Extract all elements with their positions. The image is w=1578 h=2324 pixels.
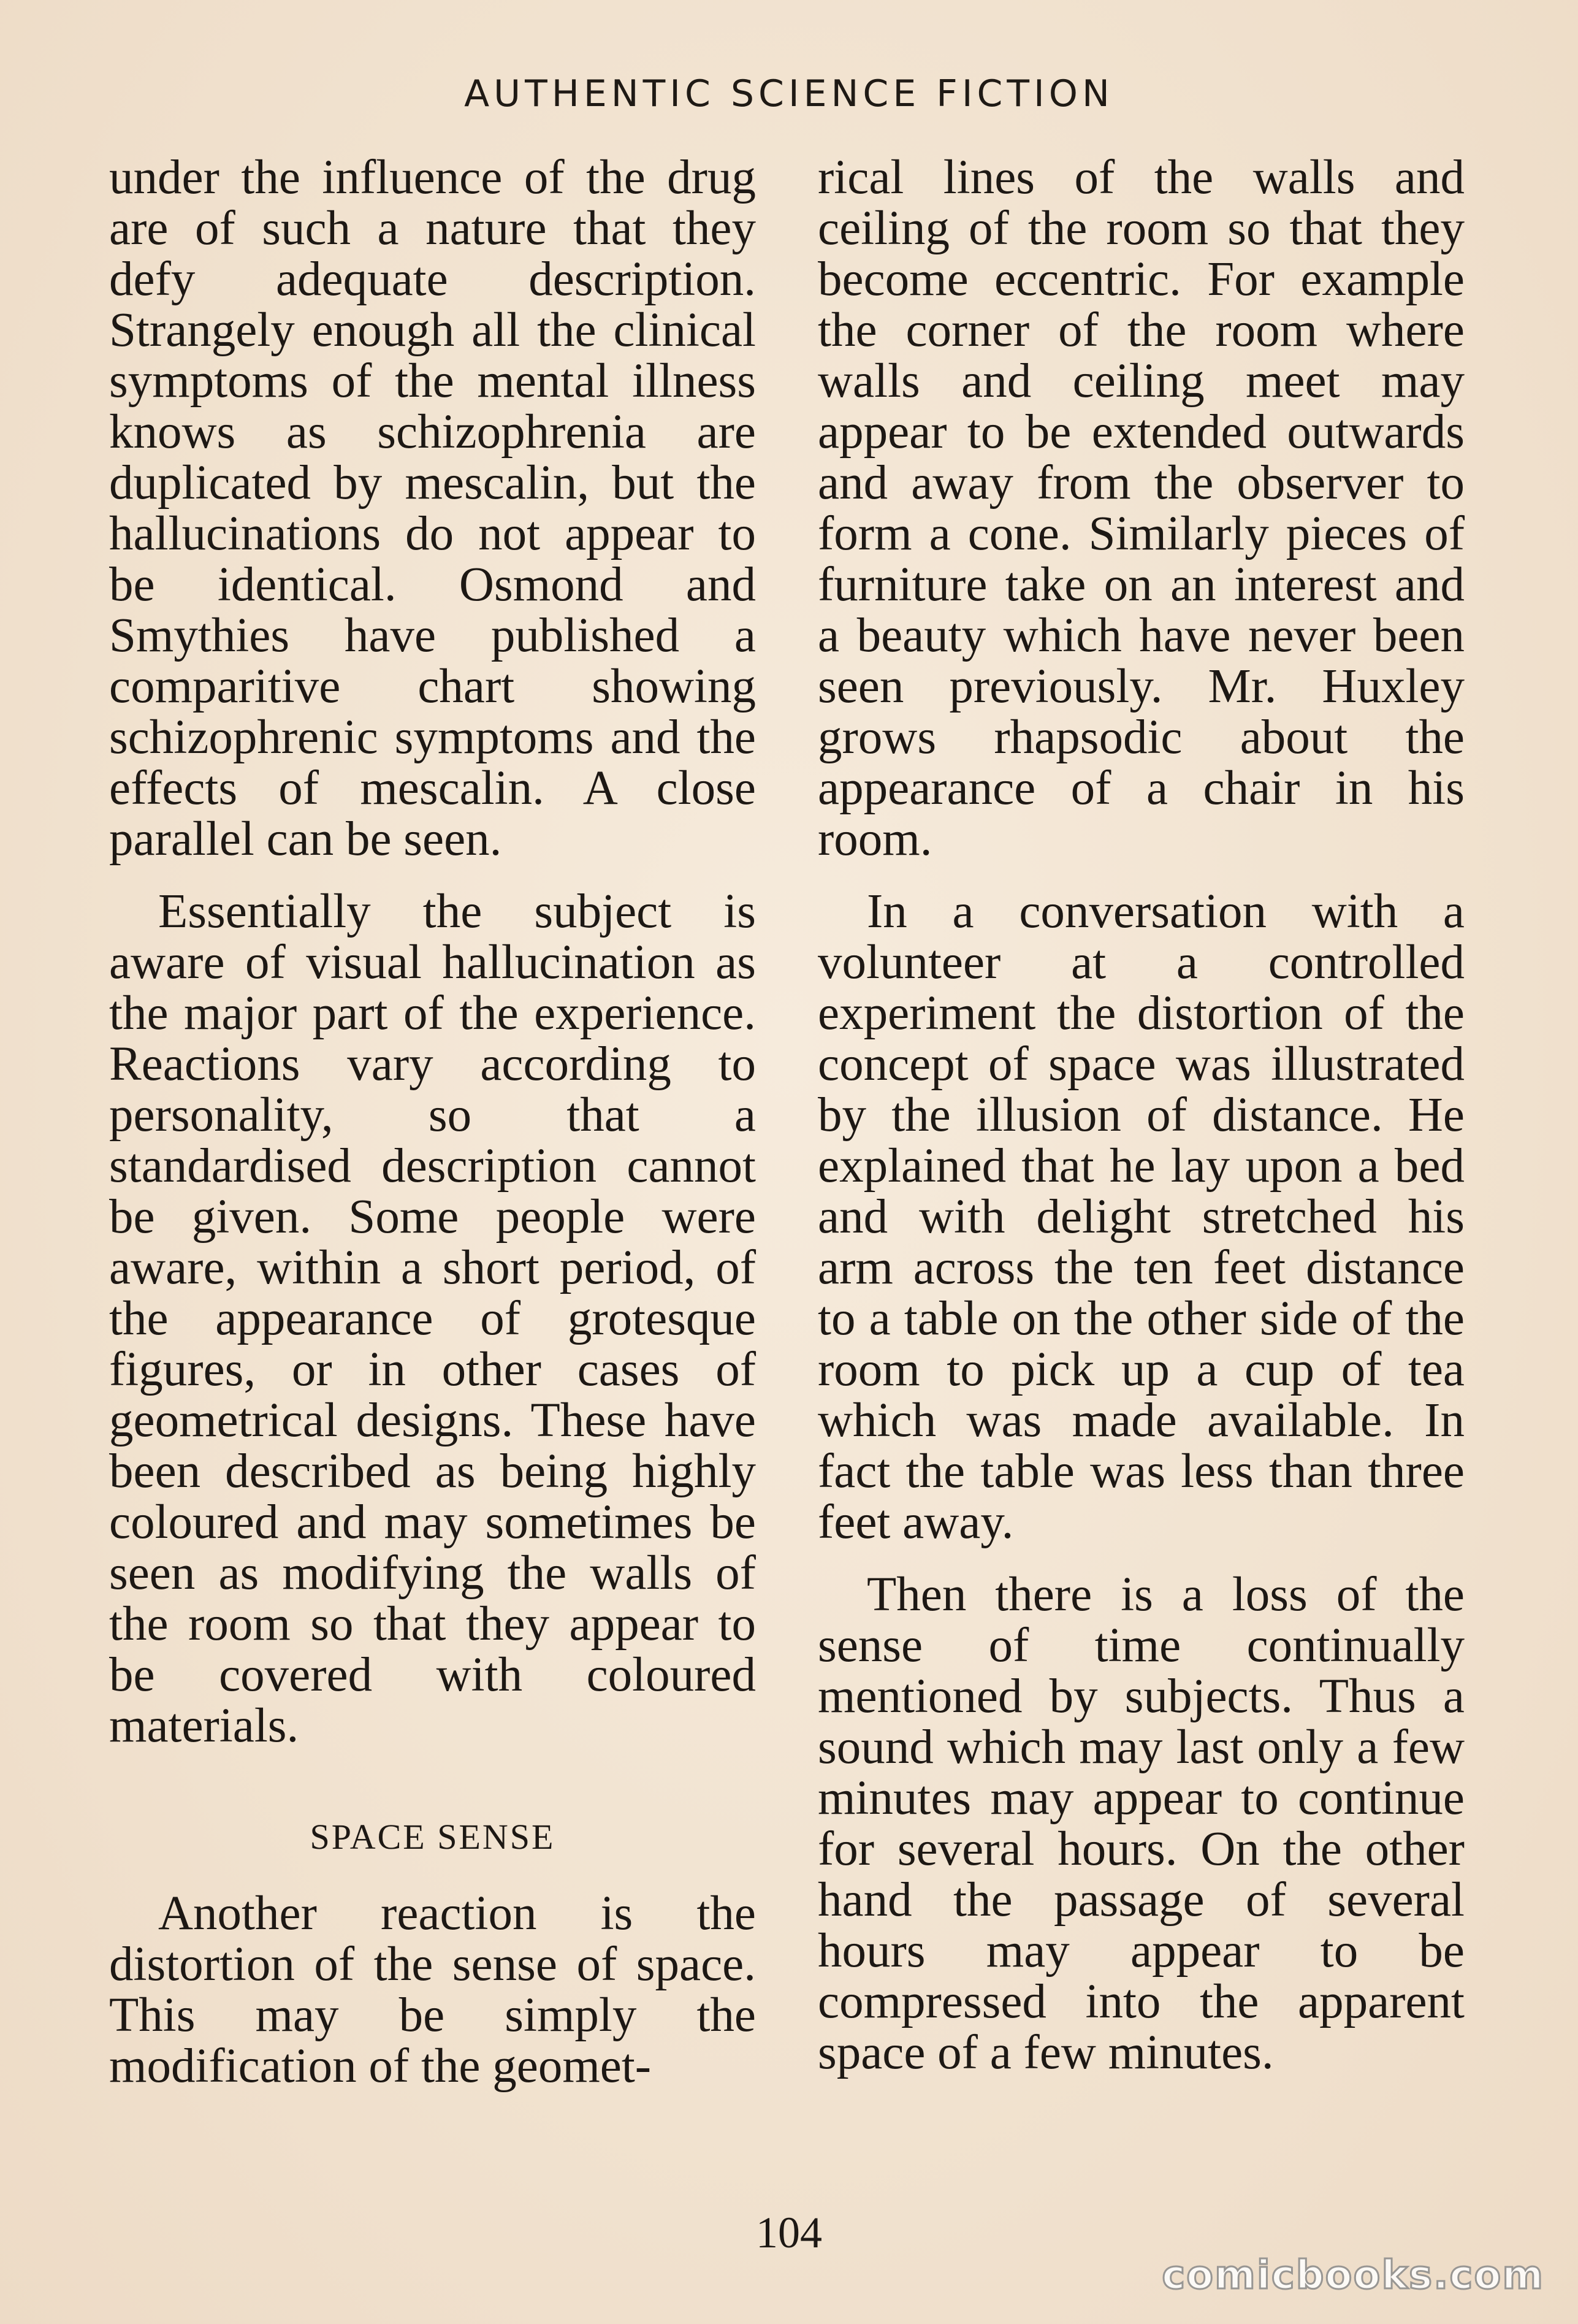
- page-number: 104: [756, 2208, 822, 2257]
- paragraph: under the influence of the drug are of such a nature that they defy adequate description. Strangely enough all the clinical symptoms of the mental illness knows as schizophrenia are duplicated by mescalin, but the hallucinations do not appear to be identical. Osmond and Smythies have published a comparitive chart showing schizophrenic symptoms and the effects of mescalin. A close parallel can be seen.: [109, 151, 756, 866]
- paragraph: Essentially the subject is aware of visual hallucination as the major part of the experience. Reactions vary according to personality, so that a standardised description cannot be given. Some people were aware, within a short period, of the appearance of grotesque figures, or in other cases of geometrical designs. These have been described as being highly coloured and may sometimes be seen as modifying the walls of the room so that they appear to be covered with coloured materials.: [109, 885, 756, 1753]
- section-heading: SPACE SENSE: [310, 1817, 555, 1857]
- paragraph: rical lines of the walls and ceiling of the room so that they become eccentric. For example the corner of the room where walls and ceiling meet may appear to be extended outwards and away from the observer to form a cone. Similarly pieces of furniture take on an interest and a beauty which have never been seen previously. Mr. Huxley grows rhapsodic about the appearance of a chair in his room.: [818, 151, 1465, 866]
- paragraph: Then there is a loss of the sense of time continually mentioned by subjects. Thus a sound which may last only a few minutes may appear to continue for several hours. On the other hand the passage of several hours may appear to be compressed into the apparent space of a few minutes.: [818, 1568, 1465, 2079]
- left-column: [109, 152, 756, 2092]
- watermark-logo: comicbooks.com: [1162, 2253, 1544, 2298]
- running-header: AUTHENTIC SCIENCE FICTION: [464, 72, 1114, 115]
- right-column: [818, 152, 1465, 2078]
- paragraph: Another reaction is the distortion of the sense of space. This may be simply the modification of the geomet-: [109, 1887, 756, 2093]
- paragraph: In a conversation with a volunteer at a controlled experiment the distortion of the concept of space was illustrated by the illusion of distance. He explained that he lay upon a bed and with delight stretched his arm across the ten feet distance to a table on the other side of the room to pick up a cup of tea which was made available. In fact the table was less than three feet away.: [818, 885, 1465, 1549]
